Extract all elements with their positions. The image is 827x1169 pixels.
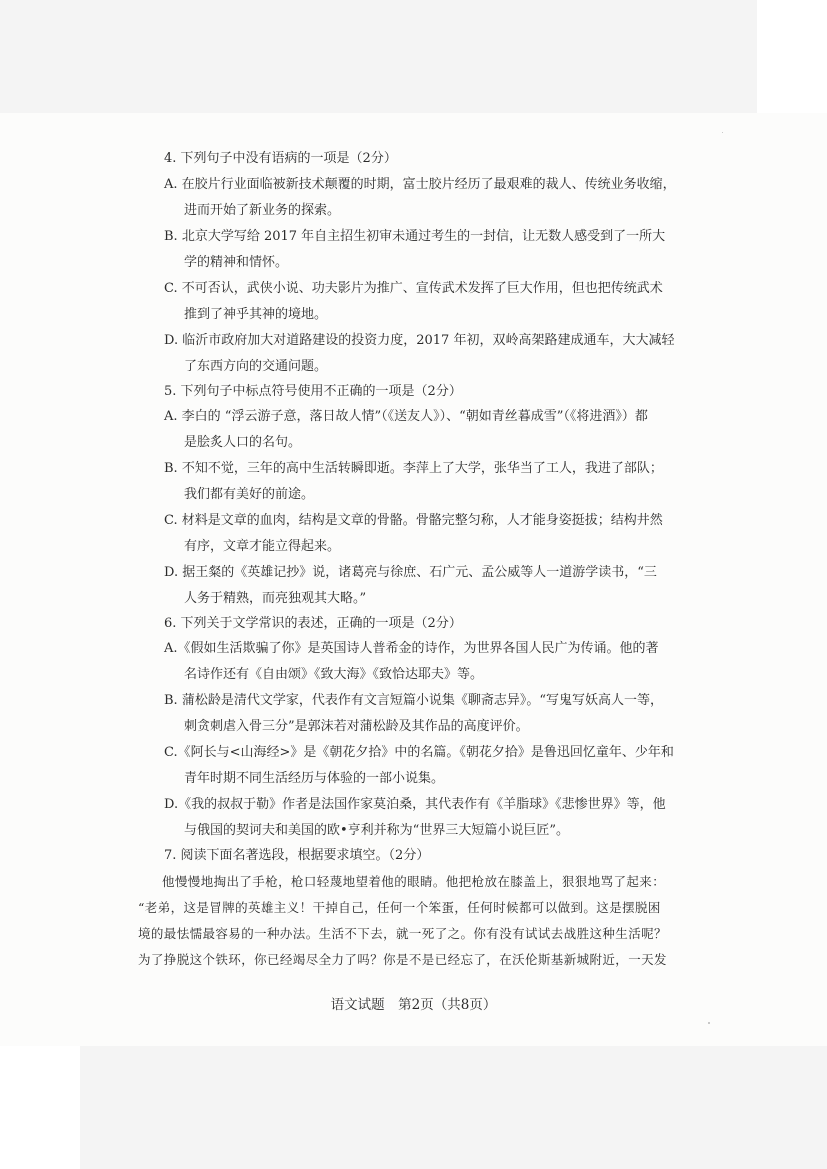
question-4-option-d-cont: 了东西方向的交通问题。 [184, 359, 328, 374]
question-4-option-a-cont: 进而开始了新业务的探索。 [184, 203, 341, 218]
question-6-option-c: C.《阿长与<山海经>》是《朝花夕拾》中的名篇。《朝花夕拾》是鲁迅回忆童年、少年和 [164, 745, 674, 760]
passage-line-2: “老弟，这是冒牌的英雄主义！干掉自己，任何一个笨蛋，任何时候都可以做到。这是摆脱困 [138, 900, 661, 915]
question-6-option-b: B. 蒲松龄是清代文学家，代表作有文言短篇小说集《聊斋志异》。“写鬼写妖高人一等， [164, 693, 663, 708]
question-5-option-a: A. 李白的 “浮云游子意，落日故人情”（《送友人》）、“朝如青丝暮成雪”（《将进酒》）都 [164, 409, 648, 424]
top-blank-band [0, 0, 757, 113]
question-6-stem: 6. 下列关于文学常识的表述，正确的一项是（2分） [164, 616, 462, 631]
question-5-option-c-cont: 有序，文章才能立得起来。 [184, 539, 341, 554]
page-footer: 语文试题 第2页（共8页） [330, 997, 497, 1013]
question-6-option-d-cont: 与俄国的契诃夫和美国的欧•亨利并称为“世界三大短篇小说巨匠”。 [184, 823, 569, 838]
question-5-option-a-cont: 是脍炙人口的名句。 [184, 435, 302, 450]
passage-line-4: 为了挣脱这个铁环，你已经竭尽全力了吗？你是不是已经忘了，在沃伦斯基新城附近，一天发 [138, 952, 667, 967]
question-7-stem: 7. 阅读下面名著选段，根据要求填空。（2分） [164, 848, 430, 863]
question-6-option-d: D.《我的叔叔于勒》作者是法国作家莫泊桑，其代表作有《羊脂球》《悲惨世界》等，他 [164, 797, 666, 812]
question-5-option-d-cont: 人务于精熟，而亮独观其大略。” [184, 591, 367, 606]
passage-line-1: 他慢慢地掏出了手枪，枪口轻蔑地望着他的眼睛。他把枪放在膝盖上，狠狠地骂了起来： [162, 874, 666, 889]
question-6-option-a: A.《假如生活欺骗了你》是英国诗人普希金的诗作，为世界各国人民广为传诵。他的著 [164, 641, 659, 656]
question-6-option-b-cont: 刺贪刺虐入骨三分”是郭沫若对蒲松龄及其作品的高度评价。 [184, 719, 529, 734]
question-6-option-c-cont: 青年时期不同生活经历与体验的一部小说集。 [184, 771, 445, 786]
question-4-option-a: A. 在胶片行业面临被新技术颠覆的时期，富士胶片经历了最艰难的裁人、传统业务收缩， [164, 177, 676, 192]
question-5-option-b: B. 不知不觉，三年的高中生活转瞬即逝。李萍上了大学，张华当了工人，我进了部队； [164, 461, 663, 476]
question-5-option-c: C. 材料是文章的血肉，结构是文章的骨骼。骨骼完整匀称，人才能身姿挺拔；结构井然 [164, 513, 663, 528]
question-4-option-d: D. 临沂市政府加大对道路建设的投资力度，2017 年初，双岭高架路建成通车，大大减轻 [164, 333, 675, 348]
question-4-option-b: B. 北京大学写给 2017 年自主招生初审未通过考生的一封信，让无数人感受到了一所大 [164, 229, 666, 244]
question-4-option-c-cont: 推到了神乎其神的境地。 [184, 307, 328, 322]
question-4-option-c: C. 不可否认，武侠小说、功夫影片为推广、宣传武术发挥了巨大作用，但也把传统武术 [164, 281, 663, 296]
question-4-option-b-cont: 学的精神和情怀。 [184, 255, 289, 270]
question-6-option-a-cont: 名诗作还有《自由颂》《致大海》《致恰达耶夫》等。 [184, 667, 484, 682]
passage-line-3: 境的最怯懦最容易的一种办法。生活不下去，就一死了之。你有没有试试去战胜这种生活呢？ [138, 926, 667, 941]
question-4-stem: 4. 下列句子中没有语病的一项是（2分） [164, 151, 397, 166]
bottom-blank-band [80, 1046, 827, 1169]
question-5-option-d: D. 据王粲的《英雄记抄》说，诸葛亮与徐庶、石广元、孟公威等人一道游学读书，“三 [164, 565, 657, 580]
scan-speck [708, 1022, 710, 1024]
question-5-stem: 5. 下列句子中标点符号使用不正确的一项是（2分） [164, 384, 462, 399]
scan-speck [722, 132, 723, 133]
question-5-option-b-cont: 我们都有美好的前途。 [184, 487, 315, 502]
